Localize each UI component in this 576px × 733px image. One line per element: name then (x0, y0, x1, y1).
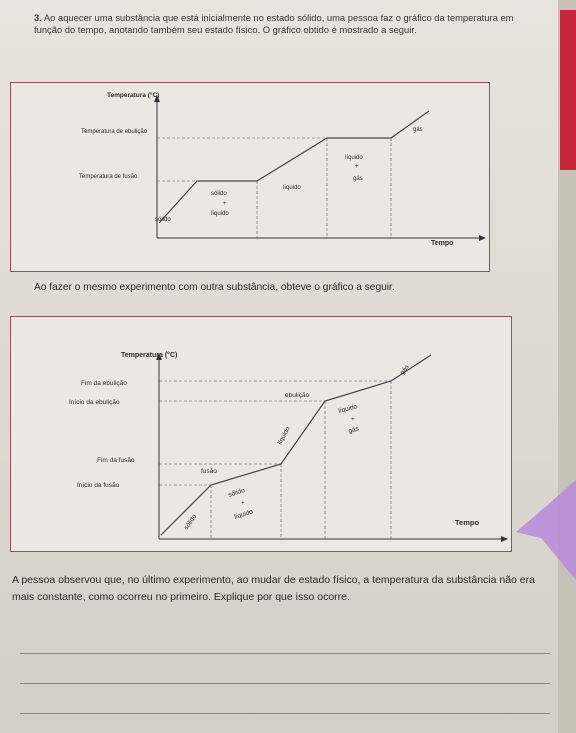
graph-1-gas-label: gás (413, 127, 423, 133)
graph-2-solid-label: sólido (182, 513, 199, 532)
graph-1-svg (11, 83, 489, 271)
graph-2-end-fusion-label: Fim da fusão (97, 457, 135, 464)
graph-2-lg-label-3: gás (347, 425, 360, 435)
graph-1-x-title: Tempo (431, 240, 454, 247)
graph-1-boiling-label: Temperatura de ebulição (81, 129, 148, 135)
answer-line (20, 653, 550, 654)
graph-2-start-fusion-label: Início da fusão (77, 482, 120, 489)
graph-1-sl-label-3: líquido (211, 211, 229, 217)
graph-1 (10, 82, 490, 272)
graph-2-y-title: Temperatura (°C) (121, 352, 178, 359)
graph-2-curve (161, 355, 431, 535)
graph-2-sl-label-2: + (241, 500, 245, 507)
graph-2-sl-label-3: líquido (233, 508, 254, 521)
final-question: A pessoa observou que, no último experimento, ao mudar de estado físico, a temperatura da substância não era mais constante, como ocorreu no primeiro. Explique por que isso ocorre. (12, 574, 535, 603)
answer-line (20, 683, 550, 684)
red-page-tab (560, 10, 576, 170)
graph-1-lg-label-3: gás (353, 176, 363, 182)
graph-2-gas-label: gás (398, 363, 411, 377)
graph-1-sl-label-2: + (223, 201, 227, 207)
graph-2-lg-label-2: + (351, 416, 355, 423)
graph-1-solid-label: sólido (155, 217, 171, 223)
graph-2-boiling-label: ebulição (285, 392, 310, 399)
question-statement (34, 12, 514, 36)
graph-1-liquid-label: líquido (283, 185, 301, 191)
graph-1-fusion-label: Temperatura de fusão (79, 174, 138, 180)
graph-2-x-arrow-icon (501, 536, 508, 542)
graph-2-x-title: Tempo (455, 518, 480, 527)
question-text: Ao aquecer uma substância que está inicialmente no estado sólido, uma pessoa faz o gráfico da temperatura em função do tempo, anotando também seu estado físico. O gráfico obtido é mostrado a seguir. (34, 12, 514, 35)
graph-1-x-arrow-icon (479, 235, 486, 241)
graph-2-start-boiling-label: Início da ebulição (69, 399, 120, 406)
question-number: 3. (34, 12, 42, 23)
graph-2-sl-label-1: sólido (227, 486, 246, 499)
graph-2-fusion-label: fusão (201, 468, 217, 475)
graph-1-sl-label-1: sólido (211, 191, 227, 197)
graph-2-svg (11, 317, 511, 551)
graph-1-lg-label-1: líquido (345, 155, 363, 161)
graph-2-lg-label-1: líquido (337, 403, 359, 415)
graph-1-curve (159, 111, 429, 223)
answer-line (20, 713, 550, 714)
graph-1-lg-label-2: + (355, 164, 359, 170)
graph-1-y-title: Temperatura (°C) (107, 92, 160, 99)
graph-2-liquid-label: líquido (276, 425, 292, 446)
graph-2-end-boiling-label: Fim da ebulição (81, 380, 127, 387)
mid-statement: Ao fazer o mesmo experimento com outra substância, obteve o gráfico a seguir. (34, 282, 395, 293)
graph-2 (10, 316, 512, 552)
